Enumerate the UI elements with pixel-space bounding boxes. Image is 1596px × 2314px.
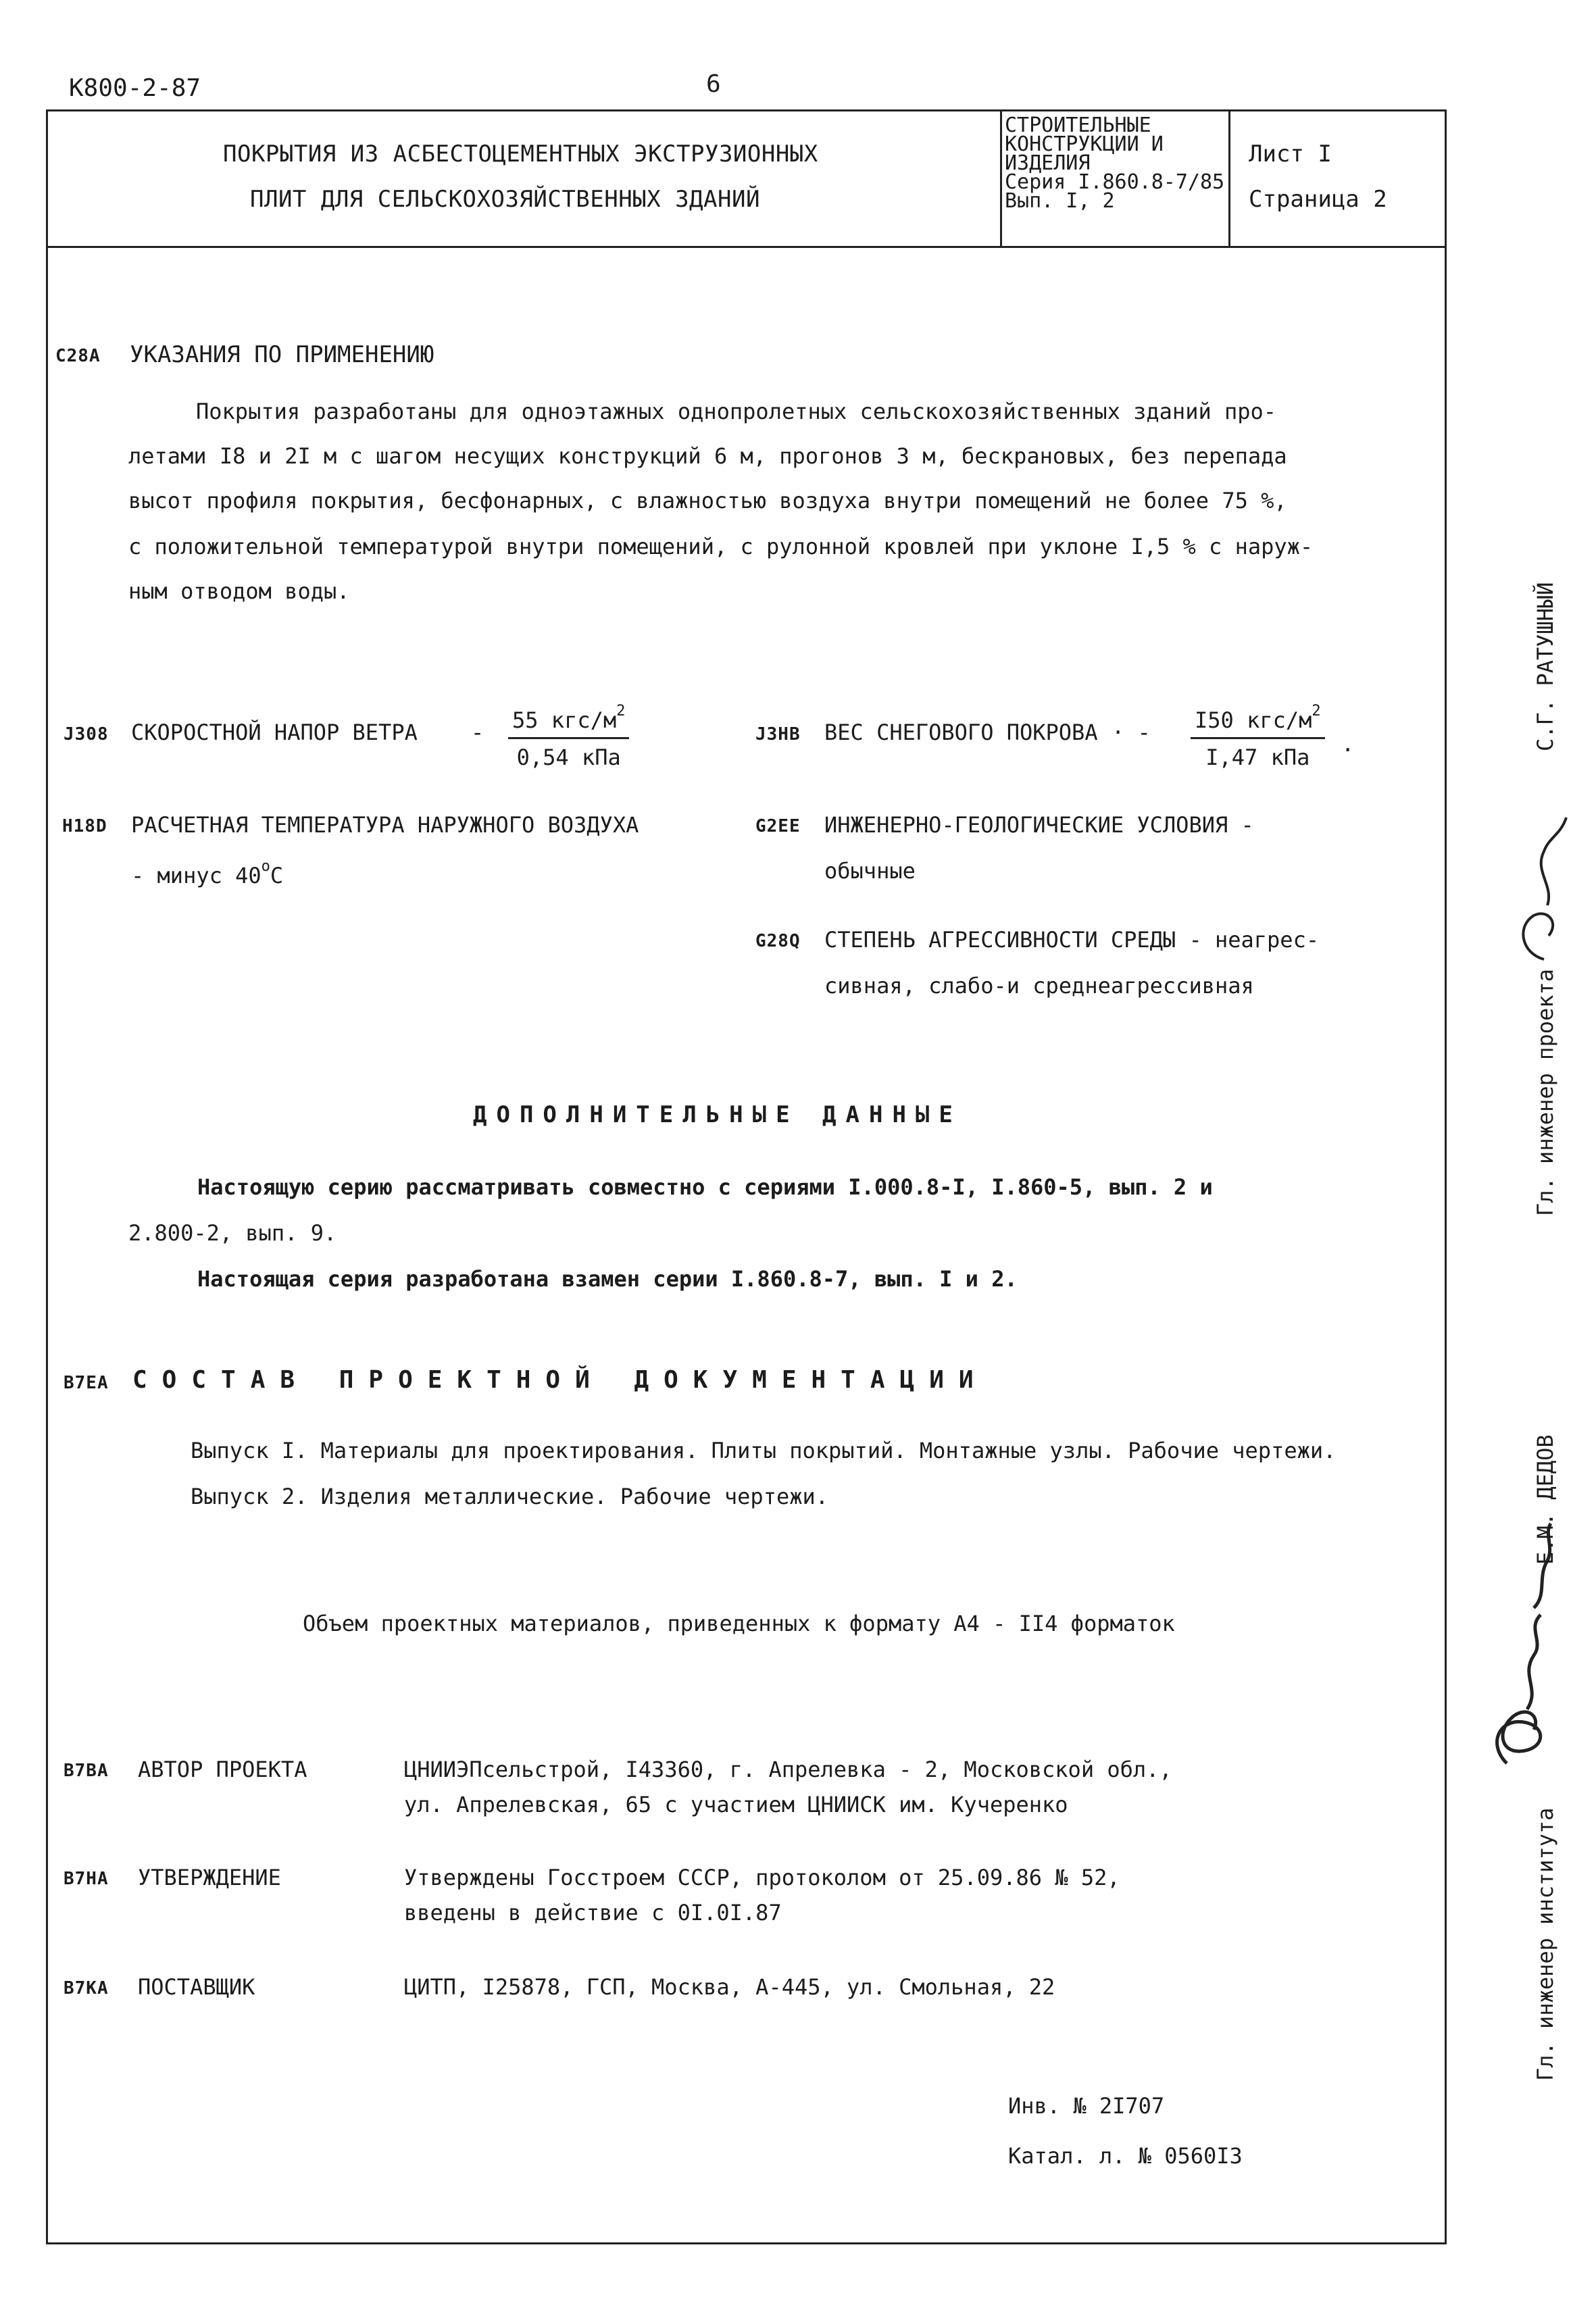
- snow-exponent: 2: [1312, 703, 1321, 720]
- wind-fraction: [508, 703, 629, 770]
- application-text-line: летами I8 и 2I м с шагом несущих конструкций 6 м, прогонов 3 м, бескрановых, без перепада: [128, 443, 1287, 469]
- aggressiveness-value: сивная, слабо-и среднеагрессивная: [824, 973, 1254, 999]
- issue-number: Вып. I, 2: [1005, 189, 1115, 213]
- composition-heading: СОСТАВ ПРОЕКТНОЙ ДОКУМЕНТАЦИИ: [132, 1366, 989, 1394]
- author-text-line: ЦНИИЭПсельстрой, I43360, г. Апрелевка - 2, Московской обл.,: [404, 1757, 1172, 1782]
- snow-dash: · -: [1112, 720, 1151, 745]
- application-heading: УКАЗАНИЯ ПО ПРИМЕНЕНИЮ: [130, 341, 434, 368]
- application-text-line: ным отводом воды.: [128, 578, 350, 604]
- volume-text: Объем проектных материалов, приведенных к формату А4 - II4 форматок: [303, 1611, 1175, 1636]
- aggressiveness-code: G28Q: [755, 931, 801, 951]
- temperature-label: РАСЧЕТНАЯ ТЕМПЕРАТУРА НАРУЖНОГО ВОЗДУХА: [131, 812, 639, 838]
- supplier-label: ПОСТАВЩИК: [138, 1974, 255, 2000]
- chief-engineer-project-role: Гл. инженер проекта: [1532, 968, 1558, 1216]
- document-title-line2: ПЛИТ ДЛЯ СЕЛЬСКОХОЗЯЙСТВЕННЫХ ЗДАНИЙ: [250, 186, 760, 213]
- snow-code: J3НВ: [755, 724, 801, 745]
- chief-engineer-institute-role: Гл. инженер института: [1532, 1807, 1558, 2081]
- category-block: [1005, 116, 1224, 211]
- catalog-number: Катал. л. № 0560I3: [1008, 2143, 1243, 2169]
- composition-text-line: Выпуск 2. Изделия металлические. Рабочие чертежи.: [191, 1484, 829, 1509]
- snow-value: I50 кгс/м: [1195, 707, 1312, 733]
- wind-code: J308: [64, 724, 109, 745]
- section-code: С28А: [55, 346, 101, 366]
- application-text-line: с положительной температурой внутри помещений, с рулонной кровлей при уклоне I,5 % с наруж-: [128, 534, 1314, 559]
- title-divider: [1228, 109, 1230, 248]
- application-text-line: Покрытия разработаны для одноэтажных однопролетных сельскохозяйственных зданий про-: [196, 399, 1277, 424]
- approval-code: В7НА: [64, 1869, 109, 1889]
- wind-value-si: 0,54 кПа: [516, 745, 621, 770]
- author-text-line: ул. Апрелевская, 65 с участием ЦНИИСК им. Кучеренко: [404, 1792, 1068, 1817]
- supplier-code: В7КА: [64, 1978, 109, 1998]
- category-line: КОНСТРУКЦИИ И: [1005, 132, 1164, 156]
- author-label: АВТОР ПРОЕКТА: [138, 1757, 307, 1782]
- category-line: ИЗДЕЛИЯ: [1005, 151, 1091, 175]
- additional-heading: ДОПОЛНИТЕЛЬНЫЕ ДАННЫЕ: [473, 1101, 962, 1128]
- chief-engineer-project-name: С.Г. РАТУШНЫЙ: [1532, 582, 1558, 751]
- sheet-number: Лист I: [1249, 141, 1332, 168]
- wind-dash: -: [471, 720, 484, 745]
- title-divider: [1000, 109, 1002, 248]
- snow-tail: .: [1341, 731, 1355, 757]
- approval-text-line: введены в действие с 0I.0I.87: [404, 1900, 782, 1926]
- approval-text-line: Утверждены Госстроем СССР, протоколом от 25.09.86 № 52,: [404, 1865, 1120, 1890]
- page-label: Страница 2: [1249, 186, 1387, 213]
- document-code: К800-2-87: [69, 74, 201, 102]
- document-title-line1: ПОКРЫТИЯ ИЗ АСБЕСТОЦЕМЕНТНЫХ ЭКСТРУЗИОННЫХ: [223, 141, 818, 168]
- category-line: СТРОИТЕЛЬНЫЕ: [1005, 114, 1151, 137]
- signature-ratushny: [1507, 770, 1581, 973]
- composition-text-line: Выпуск I. Материалы для проектирования. Плиты покрытий. Монтажные узлы. Рабочие чертежи.: [191, 1438, 1337, 1463]
- snow-fraction: [1191, 703, 1325, 770]
- wind-exponent: 2: [616, 703, 626, 720]
- geology-code: G2ЕЕ: [755, 816, 801, 836]
- additional-text-line: Настоящую серию рассматривать совместно с сериями I.000.8-I, I.860-5, вып. 2 и: [197, 1174, 1213, 1200]
- author-code: В7ВА: [64, 1761, 109, 1781]
- temperature-code: Н18D: [62, 816, 107, 836]
- application-text-line: высот профиля покрытия, бесфонарных, с влажностью воздуха внутри помещений не более 75 %,: [128, 488, 1287, 513]
- chief-engineer-institute-name: Е.М. ДЕДОВ: [1532, 1434, 1558, 1565]
- approval-label: УТВЕРЖДЕНИЕ: [138, 1865, 281, 1890]
- geology-label: ИНЖЕНЕРНО-ГЕОЛОГИЧЕСКИЕ УСЛОВИЯ -: [824, 812, 1254, 838]
- series-number: Серия I.860.8-7/85: [1005, 170, 1225, 194]
- inventory-number: Инв. № 2I707: [1008, 2093, 1165, 2119]
- snow-value-si: I,47 кПа: [1205, 745, 1310, 770]
- additional-text-line: Настоящая серия разработана взамен серии I.860.8-7, вып. I и 2.: [197, 1266, 1018, 1292]
- composition-code: В7ЕА: [64, 1373, 109, 1393]
- temperature-value: - минус $40^оС$: [131, 858, 284, 888]
- supplier-text-line: ЦИТП, I25878, ГСП, Москва, А-445, ул. Смольная, 22: [404, 1974, 1055, 2000]
- aggressiveness-label: СТЕПЕНЬ АГРЕССИВНОСТИ СРЕДЫ - неагрес-: [824, 927, 1320, 953]
- wind-value: 55 кгс/м: [512, 707, 617, 733]
- additional-text-line: 2.800-2, вып. 9.: [128, 1220, 337, 1246]
- page-number: 6: [706, 70, 721, 98]
- title-block: [46, 109, 1447, 248]
- wind-label: СКОРОСТНОЙ НАПОР ВЕТРА: [131, 720, 418, 745]
- geology-value: обычные: [824, 858, 916, 884]
- snow-label: ВЕС СНЕГОВОГО ПОКРОВА: [824, 720, 1098, 745]
